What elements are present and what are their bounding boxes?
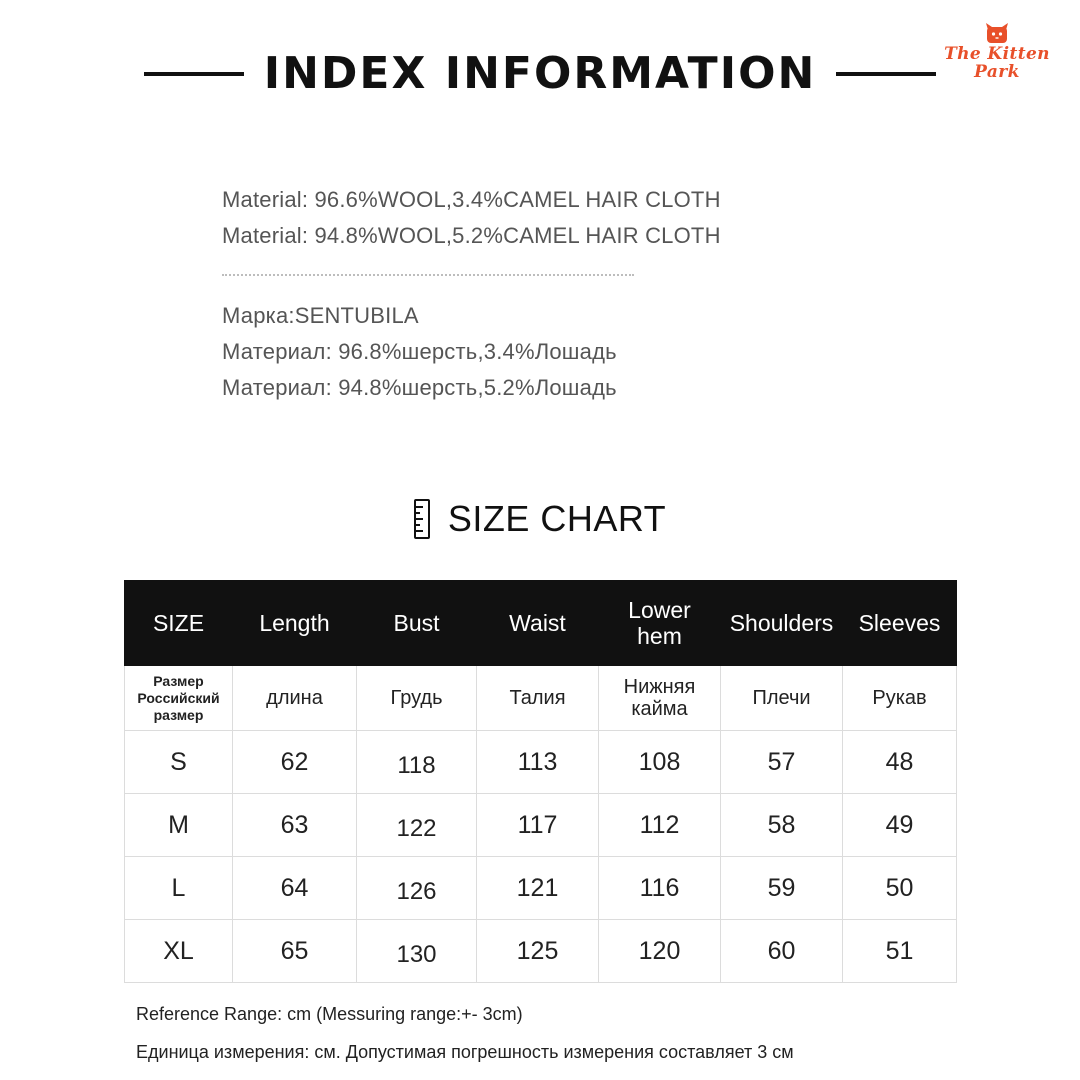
cell-sleeves: 48: [843, 731, 957, 794]
header-ru-waist: Талия: [477, 666, 599, 731]
cell-size: M: [125, 794, 233, 857]
header-size: SIZE: [125, 581, 233, 666]
header-ru-sleeves: Рукав: [843, 666, 957, 731]
table-header-row: [125, 581, 957, 666]
cell-shoulders: 58: [721, 794, 843, 857]
cell-bust: 118: [357, 735, 477, 798]
brand-name: The Kitten Park: [944, 44, 1050, 82]
note-ru: Единица измерения: см. Допустимая погрешность измерения составляет 3 см: [136, 1042, 794, 1062]
cell-lower-hem: 112: [599, 794, 721, 857]
info-divider: [222, 274, 634, 276]
table-row-ru-headers: [125, 666, 957, 731]
cell-lower-hem: 108: [599, 731, 721, 794]
table-row: [125, 794, 957, 857]
cell-sleeves: 50: [843, 857, 957, 920]
cell-waist: 125: [477, 920, 599, 983]
cell-shoulders: 57: [721, 731, 843, 794]
cell-size: XL: [125, 920, 233, 983]
material-en-2: Material: 94.8%WOOL,5.2%CAMEL HAIR CLOTH: [222, 223, 721, 248]
cat-face-icon: [984, 22, 1010, 44]
size-chart-table: [124, 580, 957, 983]
brand-ru: Марка:SENTUBILA: [222, 303, 419, 328]
footnotes: [136, 995, 1016, 1071]
cell-sleeves: 49: [843, 794, 957, 857]
size-chart-table-wrap: [124, 580, 956, 983]
ruler-icon: [414, 499, 430, 539]
cell-waist: 113: [477, 731, 599, 794]
material-ru-2: Материал: 94.8%шерсть,5.2%Лошадь: [222, 375, 617, 400]
cell-shoulders: 60: [721, 920, 843, 983]
header-length: Length: [233, 581, 357, 666]
table-row: [125, 857, 957, 920]
cell-length: 65: [233, 920, 357, 983]
info-block: [222, 182, 922, 406]
table-row: [125, 920, 957, 983]
cell-size: S: [125, 731, 233, 794]
size-chart-heading: [0, 498, 1080, 540]
header-ru-shoulders: Плечи: [721, 666, 843, 731]
header-ru-bust: Грудь: [357, 666, 477, 731]
cell-bust: 122: [357, 798, 477, 861]
title-rule-left: [144, 72, 244, 76]
material-ru-1: Материал: 96.8%шерсть,3.4%Лошадь: [222, 339, 617, 364]
material-en-1: Material: 96.6%WOOL,3.4%CAMEL HAIR CLOTH: [222, 187, 721, 212]
cell-length: 62: [233, 731, 357, 794]
table-row: [125, 731, 957, 794]
header-ru-size: Размер Российский размер: [125, 666, 233, 731]
cell-bust: 130: [357, 924, 477, 987]
cell-length: 64: [233, 857, 357, 920]
cell-waist: 117: [477, 794, 599, 857]
page-title: [0, 44, 1080, 99]
header-ru-length: длина: [233, 666, 357, 731]
cell-lower-hem: 120: [599, 920, 721, 983]
header-shoulders: Shoulders: [721, 581, 843, 666]
header-lower-hem: Lower hem: [599, 581, 721, 666]
cell-bust: 126: [357, 861, 477, 924]
header-waist: Waist: [477, 581, 599, 666]
cell-waist: 121: [477, 857, 599, 920]
note-en: Reference Range: cm (Messuring range:+- 3cm): [136, 1004, 523, 1024]
cell-sleeves: 51: [843, 920, 957, 983]
header-sleeves: Sleeves: [843, 581, 957, 666]
size-chart-title: SIZE CHART: [447, 498, 667, 539]
cell-shoulders: 59: [721, 857, 843, 920]
title-rule-right: [836, 72, 936, 76]
header-ru-lower-hem: Нижняя кайма: [599, 666, 721, 731]
cell-lower-hem: 116: [599, 857, 721, 920]
header-bust: Bust: [357, 581, 477, 666]
cell-size: L: [125, 857, 233, 920]
page-title-text: INDEX INFORMATION: [263, 48, 817, 99]
cell-length: 63: [233, 794, 357, 857]
